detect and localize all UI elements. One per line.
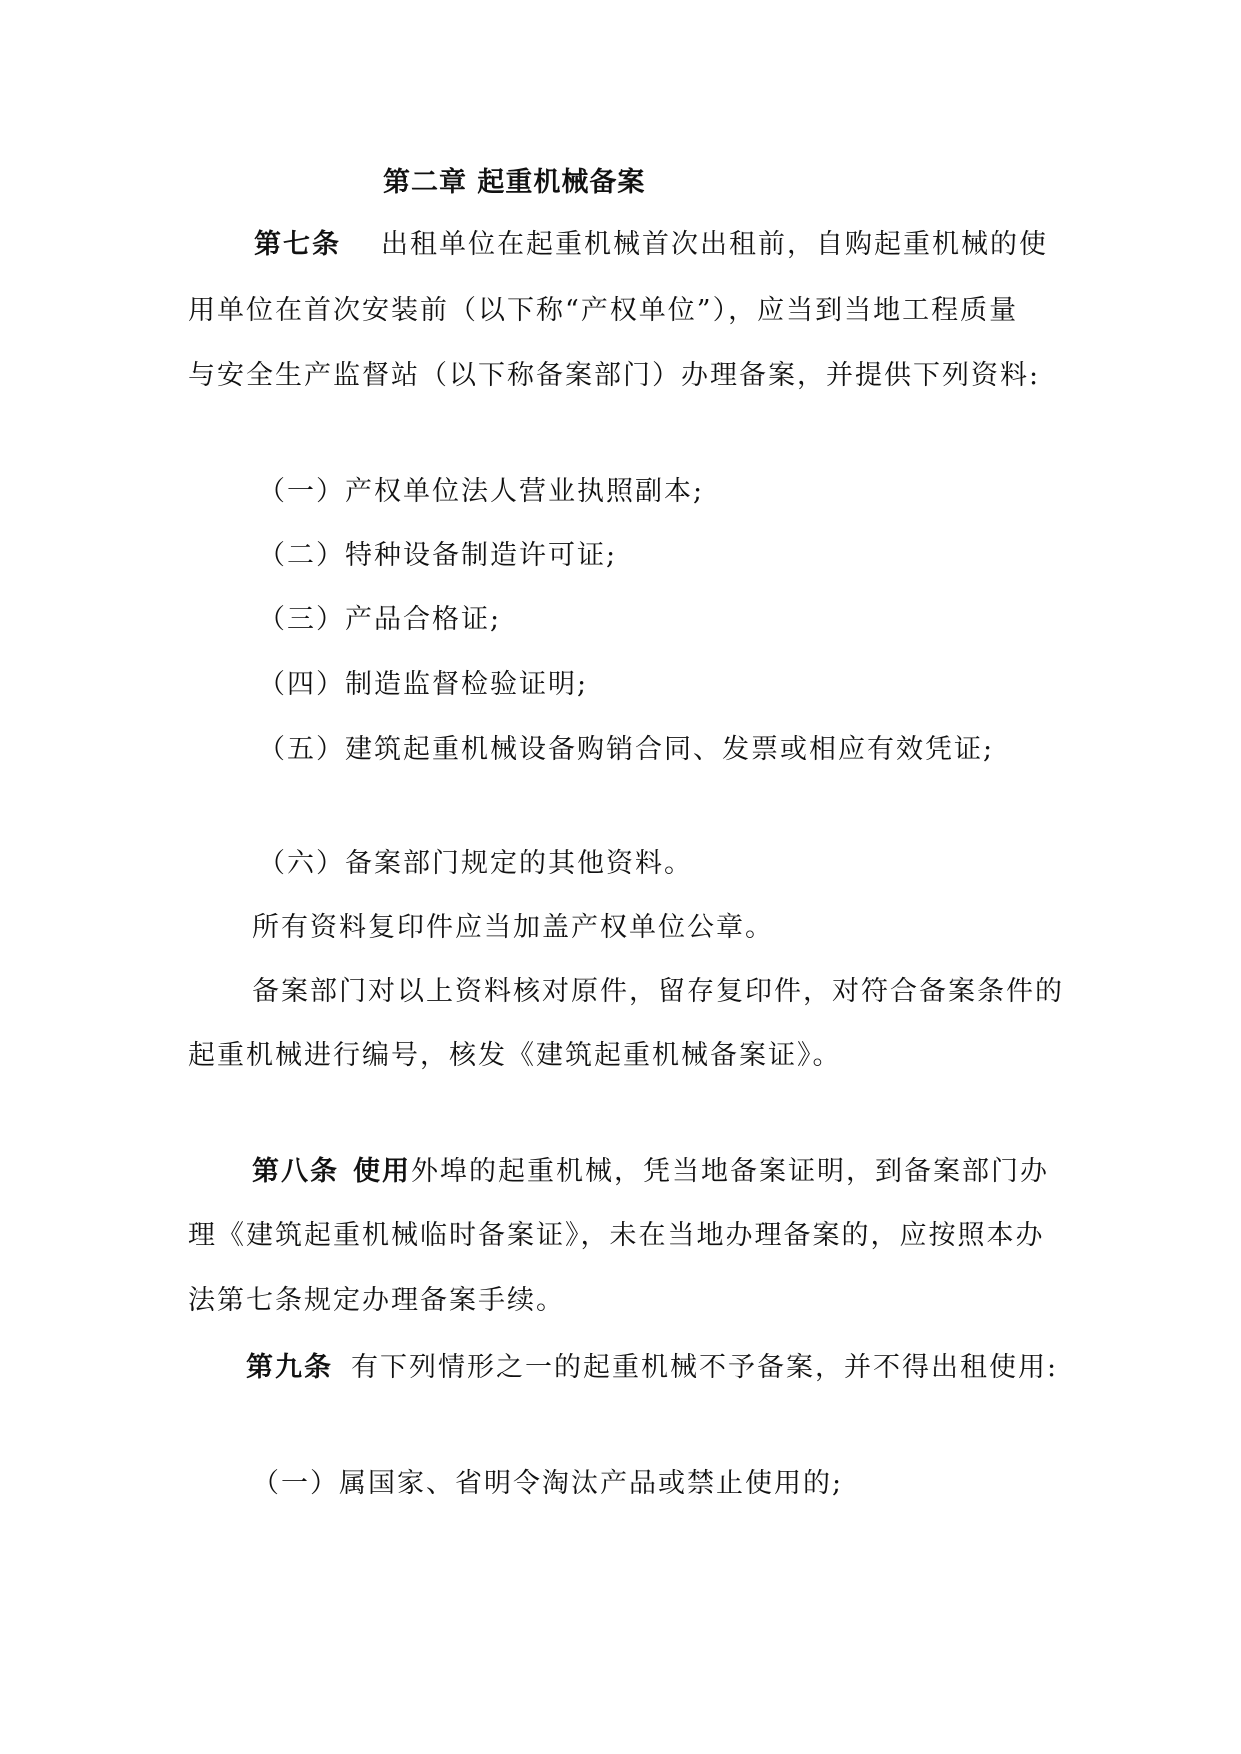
article7-text-line1: 出租单位在起重机械首次出租前，自购起重机械的使 <box>381 229 1048 260</box>
article7-heading: 第七条 <box>254 229 341 260</box>
seal-note: 所有资料复印件应当加盖产权单位公章。 <box>252 912 774 943</box>
article7-item: （五）建筑起重机械设备购销合同、发票或相应有效凭证; <box>258 734 995 765</box>
verify-para-line2: 起重机械进行编号，核发《建筑起重机械备案证》。 <box>188 1040 842 1071</box>
article7-item: （三）产品合格证; <box>258 604 502 635</box>
article7-text-line2: 用单位在首次安装前（以下称“产权单位”），应当到当地工程质量 <box>188 295 1019 326</box>
article8-text-line3: 法第七条规定办理备案手续。 <box>188 1285 565 1316</box>
article8-heading: 第八条 <box>252 1156 339 1187</box>
article9-item: （一）属国家、省明令淘汰产品或禁止使用的; <box>252 1468 844 1499</box>
article8-text-line2: 理《建筑起重机械临时备案证》，未在当地办理备案的，应按照本办 <box>188 1220 1045 1251</box>
article9-text-line1: 有下列情形之一的起重机械不予备案，并不得出租使用: <box>351 1352 1059 1383</box>
chapter-title: 第二章 起重机械备案 <box>383 167 646 198</box>
article7-item: （四）制造监督检验证明; <box>258 669 589 700</box>
article9-line1 <box>246 1350 1058 1386</box>
article7-item: （六）备案部门规定的其他资料。 <box>258 848 693 879</box>
article8-heading2: 使用 <box>353 1156 411 1187</box>
article8-line1 <box>252 1154 1049 1190</box>
article9-heading: 第九条 <box>246 1352 333 1383</box>
article7-line1 <box>254 227 1048 263</box>
article7-text-line3: 与安全生产监督站（以下称备案部门）办理备案，并提供下列资料: <box>188 360 1041 391</box>
article8-text-line1: 外埠的起重机械，凭当地备案证明，到备案部门办 <box>411 1156 1049 1187</box>
article7-item: （二）特种设备制造许可证; <box>258 540 618 571</box>
verify-para-line1: 备案部门对以上资料核对原件，留存复印件，对符合备案条件的 <box>252 976 1064 1007</box>
article7-item: （一）产权单位法人营业执照副本; <box>258 476 705 507</box>
